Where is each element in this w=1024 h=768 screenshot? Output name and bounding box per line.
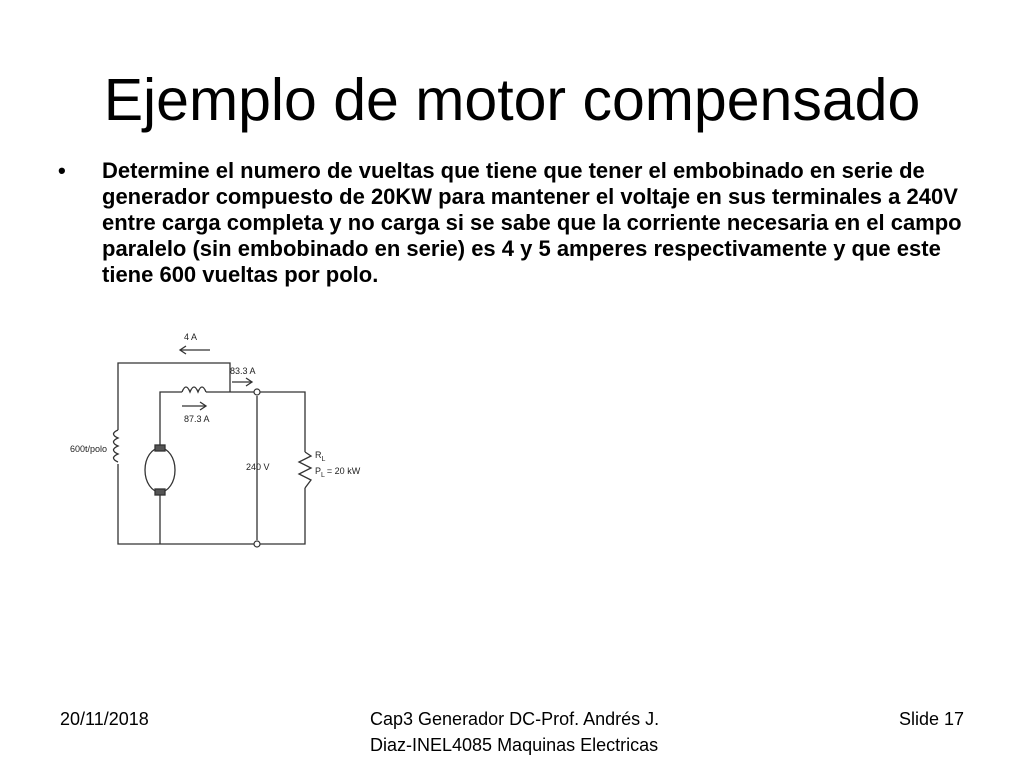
- load-bottom-wire: [259, 488, 305, 544]
- footer-center-line1: Cap3 Generador DC-Prof. Andrés J.: [370, 709, 660, 729]
- label-voltage: 240 V: [246, 462, 270, 472]
- label-field-turns: 600t/polo: [70, 444, 108, 454]
- shunt-top-wire: [118, 363, 230, 430]
- bullet-marker: •: [58, 158, 66, 183]
- bottom-wire: [118, 464, 255, 544]
- shunt-field-coil: [114, 430, 119, 462]
- terminal-top: [254, 389, 260, 395]
- footer-date: 20/11/2018: [60, 709, 149, 729]
- load-top-wire: [259, 392, 305, 452]
- footer-slide-number: Slide 17: [898, 709, 964, 729]
- label-armature-current: 87.3 A: [184, 414, 210, 424]
- label-shunt-current: 4 A: [184, 332, 198, 342]
- circuit-diagram: [60, 300, 370, 570]
- label-power: $P_L = 20$ kW: [315, 466, 361, 479]
- label-line-current: 83.3 A: [230, 366, 256, 376]
- slide-title: Ejemplo de motor compensado: [103, 67, 921, 133]
- load-resistor: [299, 452, 311, 488]
- terminal-bottom: [254, 541, 260, 547]
- footer-center-line2: Diaz-INEL4085 Maquinas Electricas: [370, 735, 659, 755]
- label-resistor: $R_L$: [315, 450, 326, 463]
- footer-center: [370, 706, 700, 758]
- series-coil: [182, 387, 206, 392]
- armature: [145, 445, 175, 495]
- bullet-text: Determine el numero de vueltas que tiene que tener el embobinado en serie de generador compuesto de 20KW para mantener el voltaje en sus terminales a 240V entre carga completa y no carga si se sabe que la corriente necesaria en el campo paralelo (sin embobinado en serie) es 4 y 5 amperes respectivamente y que este tiene 600 vueltas por polo.: [102, 158, 962, 287]
